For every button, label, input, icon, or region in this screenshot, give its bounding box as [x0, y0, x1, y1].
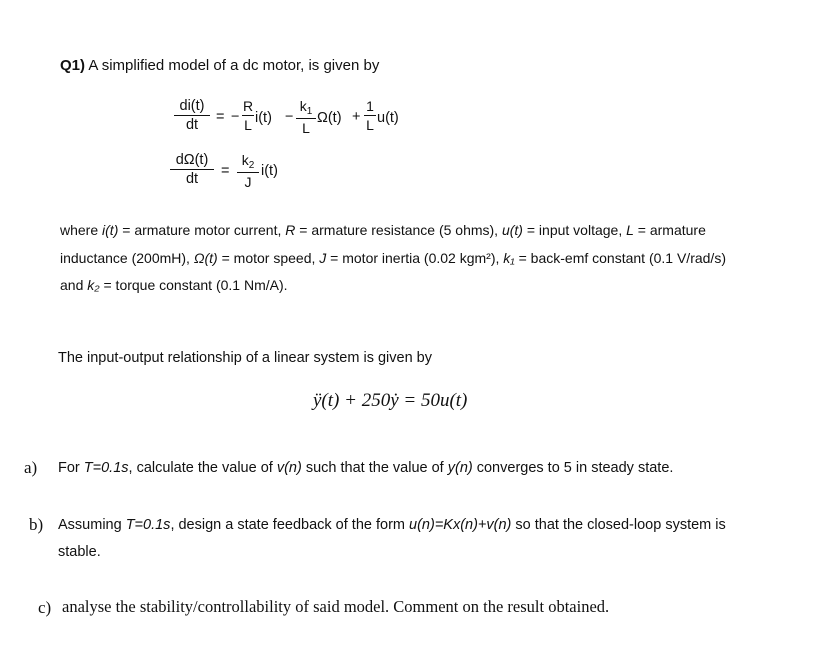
- def-var: i(t): [102, 222, 119, 238]
- definitions-line-1: [60, 222, 706, 238]
- def-text: = motor inertia (0.02 kgm²),: [326, 250, 504, 266]
- question-label: Q1): [60, 57, 86, 74]
- eq2-term1-fraction: [237, 152, 259, 190]
- def-var: k₁: [503, 250, 515, 266]
- def-var: u(t): [501, 222, 523, 238]
- eq1-t2-sign: −: [285, 109, 294, 125]
- eq2-lhs-fraction: [170, 152, 214, 187]
- eq1-lhs-fraction: [174, 98, 210, 133]
- definitions-line-2: [60, 250, 726, 266]
- eq1-t3-num: 1: [366, 98, 374, 114]
- linear-system-equation: ÿ(t) + 250ẏ = 50u(t): [313, 390, 468, 411]
- part-text: , design a state feedback of the form: [170, 517, 410, 533]
- question-title: [60, 57, 379, 74]
- eq1-t2-num-sub: 1: [306, 106, 313, 117]
- def-var: k₂: [87, 277, 100, 293]
- eq2-equals: =: [221, 163, 230, 179]
- def-text: = torque constant (0.1 Nm/A).: [99, 277, 288, 293]
- part-var: v(n): [276, 460, 302, 476]
- part-b-line2: stable.: [58, 544, 101, 560]
- part-c-label: c): [38, 598, 52, 617]
- part-b-text: [58, 517, 726, 533]
- definitions-line-3: [60, 277, 288, 293]
- part-b-label: b): [29, 515, 44, 534]
- eq2-t1-var: i(t): [261, 163, 278, 179]
- eq1-t3-den: L: [366, 117, 374, 133]
- eq1-t1-num: R: [242, 98, 254, 114]
- def-text: and: [60, 277, 88, 293]
- eq1-term3-fraction: [364, 98, 376, 133]
- question-intro: A simplified model of a dc motor, is given by: [88, 57, 380, 74]
- part-text: Assuming: [58, 517, 126, 533]
- part-var: u(n)=Kx(n)+v(n): [409, 517, 512, 533]
- part-text: For: [58, 460, 84, 476]
- eq1-t2-var: Ω(t): [317, 110, 342, 126]
- def-text: = armature resistance (5 ohms),: [295, 222, 502, 238]
- linear-system-intro: The input-output relationship of a linear system is given by: [58, 350, 432, 366]
- eq1-t3-var: u(t): [377, 110, 399, 126]
- def-var: Ω(t): [193, 250, 218, 266]
- part-text: , calculate the value of: [128, 460, 277, 476]
- part-c-text: analyse the stability/controllability of said model. Comment on the result obtained.: [62, 597, 610, 616]
- def-text: = input voltage,: [522, 222, 627, 238]
- eq1-term2-fraction: [296, 98, 316, 136]
- def-text: where: [60, 222, 103, 238]
- eq2-t1-den: J: [244, 174, 252, 190]
- eq1-minus: −: [231, 109, 240, 125]
- eq2-lhs-num: dΩ(t): [175, 152, 209, 168]
- def-var: R: [285, 222, 296, 238]
- part-var: y(n): [447, 460, 473, 476]
- eq1-equals: =: [216, 109, 225, 125]
- eq2-lhs-den: dt: [185, 171, 199, 187]
- eq1-t2-num: k: [299, 98, 307, 114]
- eq1-t3-sign: +: [352, 109, 361, 125]
- eq2-t1-num-sub: 2: [248, 160, 255, 171]
- part-var: T=0.1s: [83, 460, 129, 476]
- part-text: so that the closed-loop system is: [511, 517, 726, 533]
- eq1-t1-den: L: [244, 117, 252, 133]
- eq1-lhs-den: dt: [185, 117, 199, 133]
- def-text: inductance (200mH),: [60, 250, 194, 266]
- def-var: L: [626, 222, 634, 238]
- eq1-term1-fraction: [242, 98, 254, 133]
- def-var: J: [319, 250, 327, 266]
- def-text: = armature: [633, 222, 706, 238]
- part-a-text: [58, 460, 673, 476]
- def-text: = back-emf constant (0.1 V/rad/s): [514, 250, 726, 266]
- part-var: T=0.1s: [125, 517, 171, 533]
- def-text: = motor speed,: [217, 250, 320, 266]
- eq1-t1-var: i(t): [255, 110, 272, 126]
- part-text: such that the value of: [301, 460, 448, 476]
- eq1-lhs-num: di(t): [179, 98, 205, 114]
- eq1-t2-den: L: [302, 120, 310, 136]
- part-a-label: a): [24, 458, 38, 477]
- eq2-t1-num: k: [241, 152, 249, 168]
- def-text: = armature motor current,: [118, 222, 286, 238]
- part-text: converges to 5 in steady state.: [472, 460, 674, 476]
